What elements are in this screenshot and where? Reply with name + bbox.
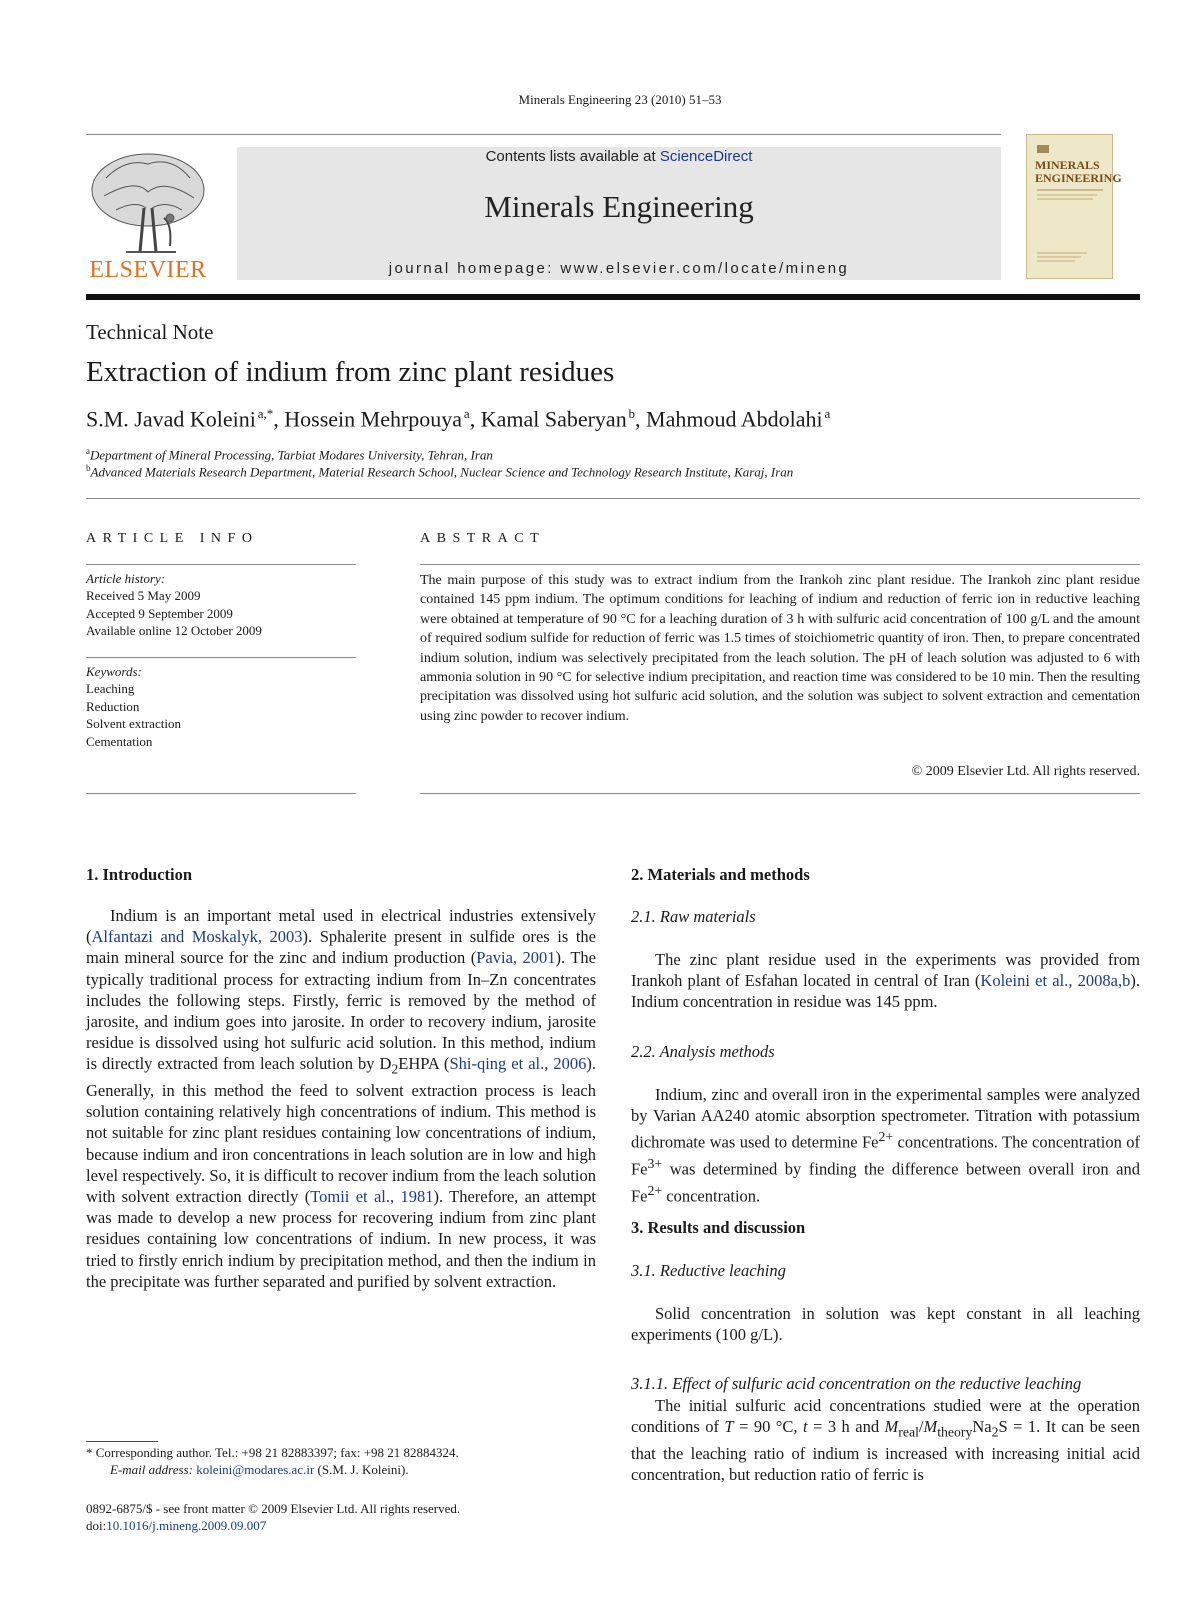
abstract-divider	[420, 793, 1140, 794]
text-run: = 3 h and	[807, 1417, 885, 1437]
email-footnote	[110, 1461, 409, 1478]
doi-link[interactable]: 10.1016/j.mineng.2009.09.007	[106, 1518, 267, 1533]
author-name[interactable]: Hossein Mehrpouya	[284, 406, 463, 432]
elsevier-tree-icon	[86, 148, 210, 258]
paragraph	[631, 949, 1140, 1013]
journal-reference: Minerals Engineering 23 (2010) 51–53	[518, 92, 722, 107]
issn-line: 0892-6875/$ - see front matter © 2009 Elsevier Ltd. All rights reserved.	[86, 1501, 461, 1516]
contents-line	[237, 148, 1001, 165]
abstract-divider	[420, 564, 1140, 565]
email-suffix: (S.M. J. Koleini).	[314, 1462, 409, 1477]
text-run: Indium, zinc and overall iron in the experimental samples were analyzed by Varian AA240 atomic absorption spectrometer. Titration with potassium dichromate was used to determine Fe	[631, 1085, 1140, 1152]
text-run: The zinc plant residue used in the experiments was provided from Irankoh plant of Esfahan located in central of Iran (	[631, 950, 1140, 991]
article-info-divider	[86, 657, 356, 658]
introduction-body	[86, 905, 596, 1292]
history-item: Available online 12 October 2009	[86, 623, 262, 639]
article-info-heading: ARTICLE INFO	[86, 531, 259, 546]
doi-line	[86, 1517, 266, 1534]
journal-homepage-link[interactable]: journal homepage: www.elsevier.com/locate/mineng	[388, 260, 850, 277]
subsection-heading-raw-materials: 2.1. Raw materials	[631, 907, 756, 926]
affiliation-a	[86, 446, 493, 463]
paragraph	[631, 1084, 1140, 1207]
cover-title: MINERALS ENGINEERING	[1035, 158, 1122, 185]
author-list	[86, 406, 830, 432]
author-separator: ,	[635, 406, 647, 432]
affiliation-b	[86, 463, 793, 480]
text-run: was determined by finding the difference between overall iron and Fe	[631, 1159, 1140, 1206]
text-run: ). Therefore, an attempt was made to develop a new process for recovering indium from zinc plant residues containing low concentrations of indium. In new process, it was tried to firstly enrich indium by precipitation method, and then the indium in the precipitate was further separated and purified by solvent extraction.	[86, 1186, 596, 1291]
affiliation-text: Department of Mineral Processing, Tarbiat Modares University, Tehran, Iran	[90, 447, 493, 463]
section-heading-introduction: 1. Introduction	[86, 865, 193, 884]
affiliation-mark: a	[86, 446, 90, 456]
keywords	[86, 663, 181, 750]
subscript: real	[898, 1424, 919, 1440]
history-item: Received 5 May 2009	[86, 588, 201, 604]
subsection-heading-reductive-leaching: 3.1. Reductive leaching	[631, 1261, 786, 1280]
text-run: ). Generally, in this method the feed to solvent extraction process is leach solution containing relatively high concentrations of indium. This method is not suitable for zinc plant residues containing low concentrations of indium, because indium and iron concentrations in leach solution are in low and high level respectively. So, it is difficult to recover indium from the leach solution with solvent extraction directly (	[86, 1054, 596, 1206]
footnote-divider	[86, 1441, 158, 1442]
author-affiliation-mark[interactable]: a,*	[257, 406, 274, 421]
paragraph: Solid concentration in solution was kept constant in all leaching experiments (100 g/L).	[631, 1304, 1140, 1345]
text-run: concentration.	[662, 1186, 761, 1206]
sciencedirect-link[interactable]: ScienceDirect	[659, 148, 753, 165]
history-label: Article history:	[86, 571, 166, 586]
text-run: ). The typically traditional process for extracting indium from In–Zn concentrates includes the following steps. Firstly, ferric is removed by the method of jarosite, and indium goes into jarosite. In order to recovery indium, jarosite residue is dissolved using hot sulfuric acid solution. In this method, indium is directly extracted from leach solution by D	[86, 948, 596, 1074]
email-link[interactable]: koleini@modares.ac.ir	[196, 1462, 315, 1477]
citation-link[interactable]: Pavia, 2001	[476, 948, 556, 968]
email-label: E-mail address:	[110, 1462, 197, 1477]
author-affiliation-mark[interactable]: a	[824, 406, 831, 421]
paragraph	[86, 905, 596, 1292]
paragraph	[631, 1395, 1140, 1485]
author-name[interactable]: Kamal Saberyan	[480, 406, 627, 432]
elsevier-logo	[86, 148, 210, 282]
text-run: ). Sphalerite present in sulfide ores is the main mineral source for the zinc and indium production (	[86, 927, 596, 968]
journal-name: Minerals Engineering	[484, 189, 754, 224]
text-run: Indium is an important metal used in electrical industries extensively (	[86, 906, 596, 947]
header-thick-divider	[86, 294, 1140, 300]
history-item: Accepted 9 September 2009	[86, 605, 233, 621]
journal-cover-thumbnail	[1026, 134, 1122, 279]
text-run: S = 1. It can be seen that the leaching ratio of indium is increased with increasing initial acid concentration, but reduction ratio of ferric is	[631, 1417, 1140, 1484]
text-run: Na	[972, 1417, 992, 1437]
journal-masthead	[237, 147, 1001, 280]
citation-link[interactable]: Tomii et al., 1981	[310, 1186, 434, 1206]
keywords-label: Keywords:	[86, 664, 142, 679]
abstract-text: The main purpose of this study was to extract indium from the Irankoh zinc plant residue. The Irankoh zinc plant residue contained 145 ppm indium. The optimum conditions for leaching of indium and reduction of ferric ion in reductive leaching were obtained at temperature of 90 °C for a leaching duration of 3 h with sulfuric acid concentration of 100 g/L and the amount of required sodium sulfide for reduction of ferric was 1.5 times of stoichiometric quantity of iron. Then, to prepare concentrated indium solution, indium was selectively precipitated from the leach solution. The pH of leach solution was adjusted to 6 with ammonia solution in 90 °C for selective indium precipitation, and reaction time was considered to be 10 min. Then the resulting precipitation was dissolved using hot sulfuric acid solution, and the solution was subject to solvent extraction and cementation using zinc powder to recover indium.	[420, 573, 1140, 724]
text-run: concentrations. The concentration of Fe	[631, 1132, 1140, 1179]
abstract-copyright: © 2009 Elsevier Ltd. All rights reserved.	[911, 764, 1140, 779]
abstract-heading: ABSTRACT	[420, 531, 546, 546]
author-affiliation-mark[interactable]: a	[463, 406, 470, 421]
math-var: t	[803, 1417, 808, 1437]
math-var: M	[884, 1417, 899, 1437]
subsection-heading-analysis-methods: 2.2. Analysis methods	[631, 1042, 775, 1061]
author-name[interactable]: Mahmoud Abdolahi	[646, 406, 823, 432]
author-affiliation-mark[interactable]: b	[628, 406, 636, 421]
math-var: M	[923, 1417, 938, 1437]
affiliation-text: Advanced Materials Research Department, Material Research School, Nuclear Science and Technology Research Institute, Karaj, Iran	[90, 464, 794, 480]
cover-decoration-icon	[1027, 135, 1122, 280]
keyword-item: Leaching	[86, 681, 135, 697]
author-separator: ,	[469, 406, 481, 432]
article-history	[86, 570, 262, 640]
top-divider	[86, 134, 1001, 135]
affiliation-mark: b	[86, 463, 91, 473]
text-run: = 90 °C,	[733, 1417, 803, 1437]
text-run: EHPA (	[398, 1054, 450, 1074]
citation-link[interactable]: Shi-qing et al., 2006	[449, 1054, 587, 1074]
superscript: 2+	[647, 1182, 663, 1198]
author-name[interactable]: S.M. Javad Koleini	[86, 406, 256, 432]
subsubsection-heading-acid-effect: 3.1.1. Effect of sulfuric acid concentration on the reductive leaching	[631, 1374, 1082, 1393]
contents-prefix: Contents lists available at	[485, 148, 660, 165]
article-type: Technical Note	[86, 320, 214, 344]
analysis-methods-body	[631, 1084, 1140, 1207]
superscript: 2+	[878, 1129, 894, 1145]
article-title: Extraction of indium from zinc plant residues	[86, 356, 615, 388]
section-heading-results: 3. Results and discussion	[631, 1218, 806, 1237]
text-run: ). Indium concentration in residue was 145 ppm.	[631, 971, 1140, 1012]
article-info-divider	[86, 564, 356, 565]
author-separator: ,	[273, 406, 285, 432]
text-run: /	[918, 1417, 924, 1437]
subscript: theory	[937, 1424, 973, 1440]
keyword-item: Reduction	[86, 698, 140, 714]
citation-link[interactable]: Alfantazi and Moskalyk, 2003	[91, 927, 303, 947]
corresponding-author-footnote: * Corresponding author. Tel.: +98 21 82883397; fax: +98 21 82884324.	[86, 1445, 459, 1460]
reductive-leaching-body	[631, 1303, 1140, 1345]
subscript: 2	[991, 1424, 999, 1440]
doi-label: doi:	[86, 1518, 107, 1533]
acid-effect-body	[631, 1395, 1140, 1485]
article-info-divider	[86, 793, 356, 794]
keyword-item: Solvent extraction	[86, 716, 181, 732]
keyword-item: Cementation	[86, 733, 153, 749]
subscript: 2	[391, 1061, 399, 1077]
section-heading-materials-methods: 2. Materials and methods	[631, 865, 810, 884]
math-var: T	[724, 1417, 734, 1437]
text-run: The initial sulfuric acid concentrations studied were at the operation conditions of	[631, 1396, 1140, 1437]
elsevier-wordmark: ELSEVIER	[89, 257, 207, 283]
affiliation-divider	[86, 498, 1140, 499]
citation-link[interactable]: Koleini et al., 2008a,b	[980, 971, 1131, 991]
raw-materials-body	[631, 949, 1140, 1013]
superscript: 3+	[647, 1156, 663, 1172]
